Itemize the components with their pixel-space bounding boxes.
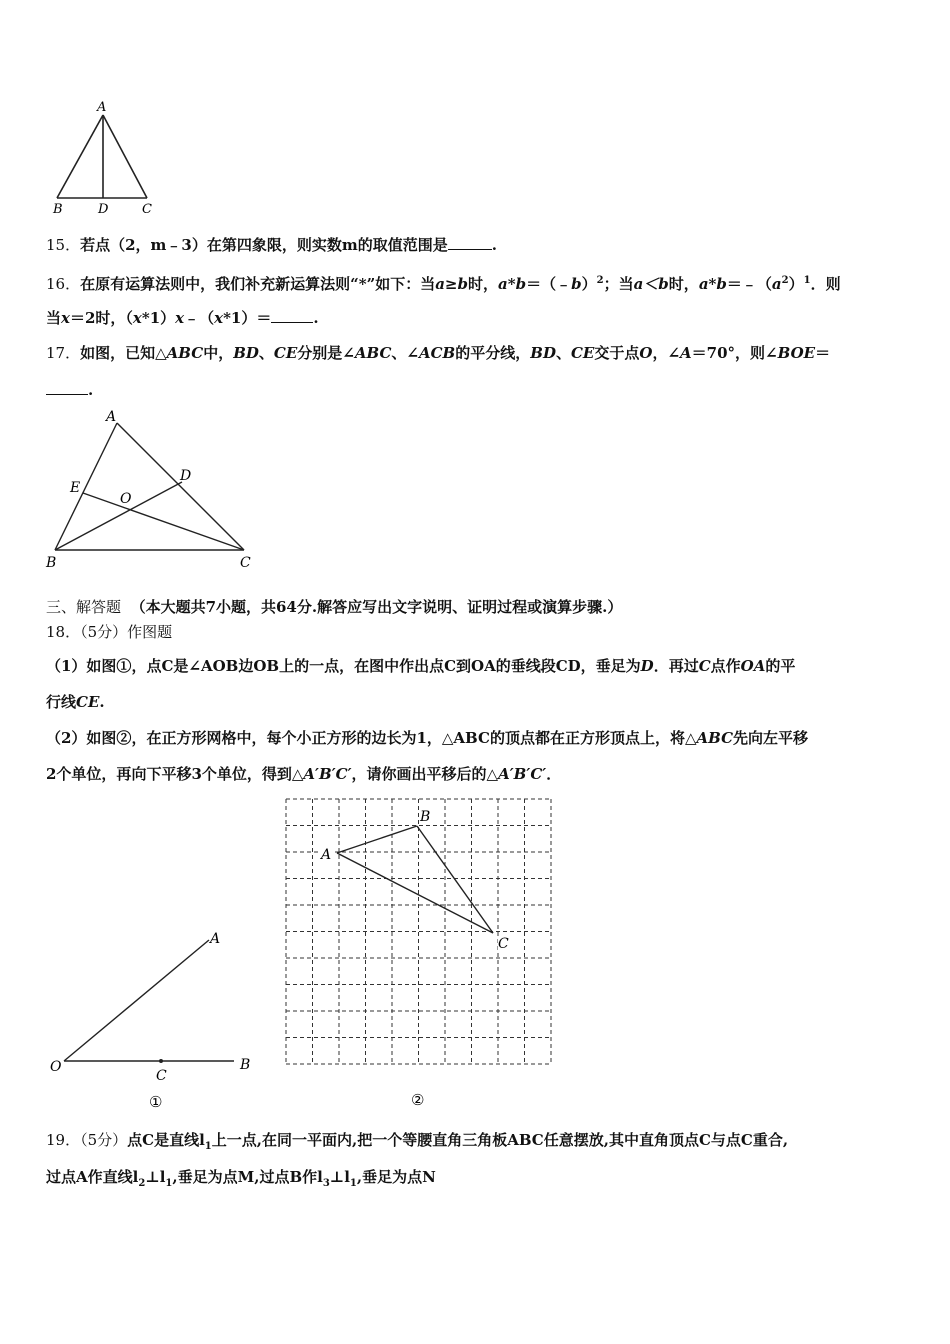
label-a: A [210, 931, 221, 947]
question-19-line-1 [46, 1130, 788, 1157]
q16-math: x [175, 309, 185, 327]
point-c [159, 1059, 163, 1063]
q17-text: 中， [203, 344, 234, 362]
q18-math: A′B′C′ [498, 765, 547, 783]
q19-sub: 1 [165, 1178, 173, 1189]
q17-text: 分别是∠ [297, 344, 355, 362]
q19-score: （5分） [80, 1131, 128, 1149]
label-a: A [97, 100, 107, 115]
q17-text: ，∠ [652, 344, 681, 362]
q18-math: D [640, 657, 654, 675]
q18-figure-1 [44, 925, 269, 1115]
question-19-line-2 [46, 1167, 436, 1194]
q18-text: ．再过 [653, 657, 699, 675]
side-ab [55, 423, 117, 550]
q16-math: a*b [698, 275, 727, 293]
q17-text: 如图，已知△ [80, 344, 167, 362]
q16-number: 16． [46, 275, 81, 293]
side-bc [417, 826, 493, 933]
q18-number: 18． [46, 623, 81, 641]
label-c: C [156, 1068, 167, 1084]
q18-text: （2）如图②，在正方形网格中，每个小正方形的边长为1，△ABC的顶点都在正方形顶点上，将△ [46, 729, 697, 747]
q16-text: *1）＝ [223, 309, 272, 327]
q16-sup: 2 [596, 275, 604, 286]
q18-text: 行线 [46, 693, 77, 711]
q19-text: ⊥l [145, 1168, 166, 1186]
q18-text: 的平 [765, 657, 796, 675]
figure-1-caption: ① [149, 1093, 163, 1111]
q18-text: ，请你画出平移后的△ [351, 765, 499, 783]
q19-sub: 2 [138, 1178, 146, 1189]
q16-math: a≥b [435, 275, 468, 293]
q17-math: BOE [777, 344, 816, 362]
q16-text: ＝（﹣ [526, 275, 572, 293]
q16-text: ＝2时，（ [69, 309, 133, 327]
q16-math: b [571, 275, 582, 293]
q18-part1-line-1 [46, 656, 795, 676]
q19-text: 上一点,在同一平面内,把一个等腰直角三角板ABC任意摆放,其中直角顶点C与点C重合, [211, 1131, 789, 1149]
q16-math: x [132, 309, 142, 327]
q17-math: ABC [354, 344, 392, 362]
label-o: O [50, 1059, 62, 1075]
q18-text: （1）如图①，点C是∠AOB边OB上的一点，在图中作出点C到OA的垂线段CD，垂足为 [46, 657, 641, 675]
q16-end: . [313, 309, 319, 327]
label-c: C [240, 555, 251, 571]
q17-math: BD [233, 344, 259, 362]
q16-sup: 2 [781, 275, 789, 286]
q17-math: CE [273, 344, 298, 362]
q15-number: 15． [46, 236, 81, 254]
q16-text: ） [788, 275, 804, 293]
q18-math: C [698, 657, 711, 675]
dashed-grid [286, 799, 551, 1064]
label-e: E [70, 480, 81, 496]
q16-text: ．则 [810, 275, 841, 293]
question-16-line-2 [46, 308, 319, 328]
label-a: A [106, 409, 117, 425]
q16-math: x [61, 309, 70, 327]
question-16-line-1 [46, 271, 841, 294]
q17-answer-blank[interactable] [46, 380, 88, 395]
question-17-line-2 [46, 380, 93, 400]
q17-text: 的平分线， [455, 344, 531, 362]
q19-sub: 1 [204, 1141, 212, 1152]
q19-number: 19． [46, 1131, 81, 1149]
section-3-heading [46, 597, 622, 617]
top-triangle-figure [46, 95, 166, 220]
q16-answer-blank[interactable] [271, 308, 313, 323]
q16-math: x [214, 309, 224, 327]
label-b: B [240, 1057, 251, 1073]
label-d: D [180, 468, 192, 484]
q18-part2-line-1 [46, 728, 808, 748]
q17-math: CE [570, 344, 595, 362]
q17-text: 、 [555, 344, 571, 362]
q15-text: 若点（2，m﹣3）在第四象限，则实数m的取值范围是 [80, 236, 448, 254]
q18-title: 作图题 [127, 623, 173, 641]
q16-math: a＜b [633, 275, 669, 293]
q16-text: ＝﹣（ [726, 275, 772, 293]
ray-oa [64, 940, 209, 1061]
q19-text: ,垂足为点M,过点B作l [172, 1168, 323, 1186]
q19-text: 点C是直线l [127, 1131, 205, 1149]
q18-text: 2个单位，再向下平移3个单位，得到△ [46, 765, 304, 783]
question-15 [46, 235, 497, 255]
side-ac [117, 423, 244, 550]
q18-text: ． [546, 765, 562, 783]
section-title: 三、解答题 [46, 598, 122, 616]
q15-end: . [491, 236, 497, 254]
q19-text: ,垂足为点N [356, 1168, 436, 1186]
q16-sup: 1 [803, 275, 811, 286]
q18-math: ABC [696, 729, 734, 747]
label-b: B [420, 809, 431, 825]
q16-math: a [771, 275, 782, 293]
q18-part1-line-2 [46, 692, 105, 712]
q18-figure-2 [278, 790, 563, 1115]
label-d: D [98, 202, 109, 217]
label-c: C [142, 202, 152, 217]
q18-part2-line-2 [46, 764, 561, 784]
q17-math: ACB [418, 344, 456, 362]
q17-math: A [680, 344, 692, 362]
q19-text: 过点A作直线l [46, 1168, 139, 1186]
q17-text: ＝70°，则∠ [691, 344, 778, 362]
q17-math: ABC [166, 344, 204, 362]
label-a: A [321, 847, 332, 863]
side-ab [337, 826, 417, 853]
label-b: B [46, 555, 57, 571]
q18-text: 先向左平移 [733, 729, 809, 747]
label-b: B [53, 202, 63, 217]
q16-text: ；当 [603, 275, 634, 293]
label-o: O [120, 491, 132, 507]
q19-sub: 3 [322, 1178, 330, 1189]
q17-number: 17． [46, 344, 81, 362]
q16-text: 在原有运算法则中，我们补充新运算法则“*”如下：当 [80, 275, 436, 293]
q19-text: ⊥l [329, 1168, 350, 1186]
q16-text: ） [581, 275, 597, 293]
q17-text: 、 [258, 344, 274, 362]
q17-triangle-figure [40, 405, 265, 575]
q18-score: （5分） [80, 623, 128, 641]
q17-end: . [88, 381, 94, 399]
q18-math: OA [740, 657, 766, 675]
q15-answer-blank[interactable] [448, 235, 492, 250]
q18-math: A′B′C′ [303, 765, 352, 783]
side-ac [337, 853, 493, 933]
q16-text: ﹣（ [184, 309, 215, 327]
q18-text: 点作 [710, 657, 741, 675]
q17-math: O [639, 344, 653, 362]
side-ab [57, 115, 103, 198]
q16-text: *1） [141, 309, 176, 327]
q19-sub: 1 [349, 1178, 357, 1189]
section-note: （本大题共7小题，共64分.解答应写出文字说明、证明过程或演算步骤.） [130, 598, 623, 616]
question-18-header [46, 622, 172, 642]
question-17-line-1 [46, 343, 830, 363]
q16-math: a*b [498, 275, 527, 293]
q17-text: 、∠ [391, 344, 419, 362]
q16-text: 时， [668, 275, 699, 293]
q17-math: BD [530, 344, 556, 362]
q17-text: ＝ [815, 344, 831, 362]
q18-text: . [99, 693, 105, 711]
q17-text: 交于点 [594, 344, 640, 362]
q16-text: 时， [467, 275, 498, 293]
label-c: C [498, 936, 509, 952]
q16-text: 当 [46, 309, 62, 327]
figure-2-caption: ② [411, 1091, 425, 1109]
q18-math: CE [76, 693, 100, 711]
side-ac [103, 115, 147, 198]
